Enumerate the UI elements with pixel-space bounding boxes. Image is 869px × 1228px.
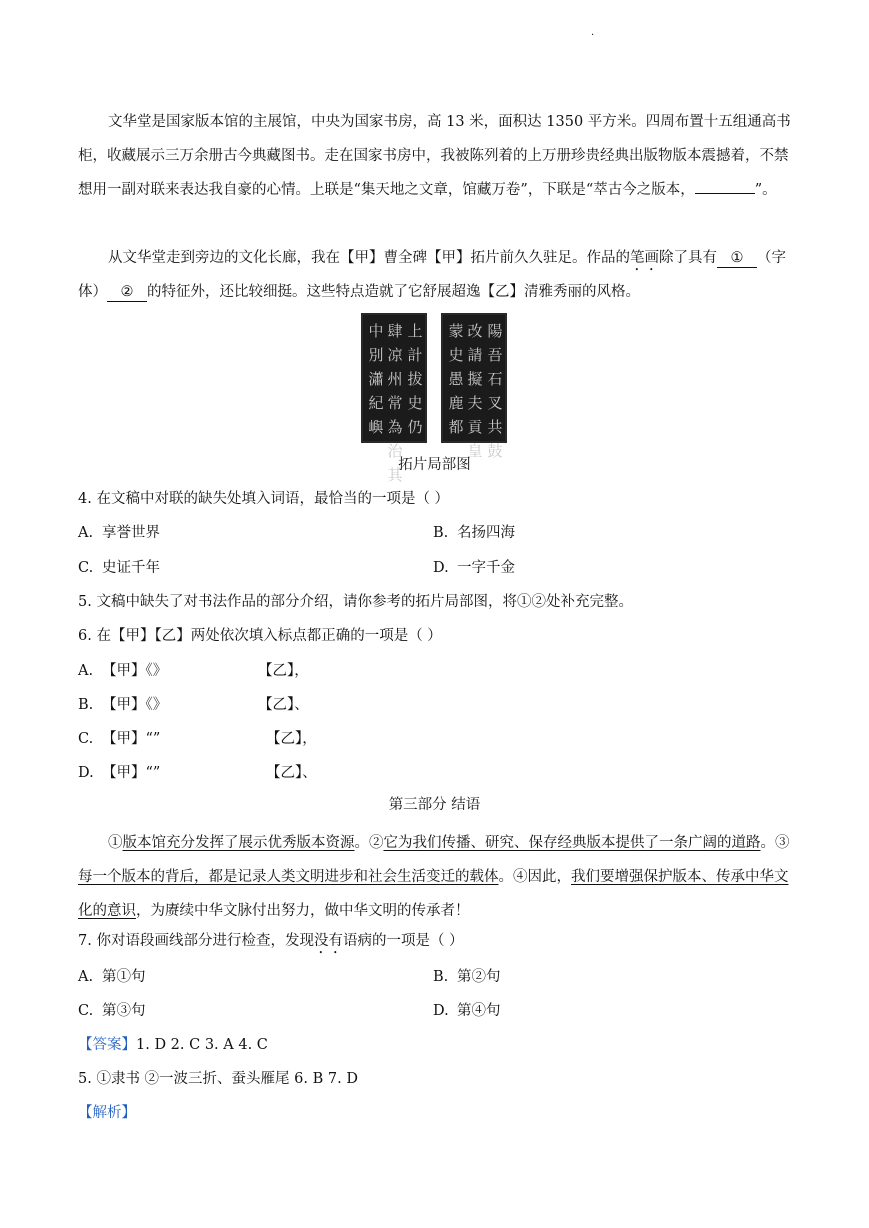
p2-text-d: 的特征外，还比较细挺。这些特点造就了它舒展超逸【乙】清雅秀丽的风格。 [147,284,640,300]
rubbing-right-col1: 蒙史愚鹿都 [448,322,464,436]
underlined-sentence-2: 它为我们传播、研究、保存经典版本提供了一条广阔的道路 [383,835,761,851]
p2-text-c: （字体） [78,250,786,300]
question-6-stem: 6. 在【甲】【乙】两处依次填入标点都正确的一项是（ ） [78,628,442,644]
q7-option-a[interactable]: A. 第①句 [78,969,146,985]
paragraph-calligraphy [78,241,792,309]
rubbing-right-col3: 陽吾石叉共鼓 [487,322,503,460]
image-caption: 拓片局部图 [398,457,471,473]
answer-line-2: 5. ①隶书 ②一波三折、蚕头雁尾 6. B 7. D [78,1071,358,1087]
answer-line-1: 【答案】1. D 2. C 3. A 4. C [78,1037,268,1053]
couplet-blank [695,193,755,194]
q6-option-c[interactable]: C. 【甲】“” 【乙】， [78,731,317,747]
q4-option-a[interactable]: A. 享誉世界 [78,525,160,541]
blank-2: ② [107,283,147,302]
p2-dotted-word: 笔画 [630,250,659,266]
rubbing-left-col1: 中別瀟紀嶼 [368,322,384,436]
q4-option-d[interactable]: D. 一字千金 [433,560,515,576]
paragraph-text: 文华堂是国家版本馆的主展馆，中央为国家书房，高 13 米，面积达 1350 平方米。四周布置十五组通高书柜，收藏展示三万余册古今典藏图书。走在国家书房中，我被陈列着的上万册珍贵经典出版物版本震撼着，不禁想用一副对联来表达我自豪的心情。上联是“集天地之文章，馆藏万卷”，下联是“萃古今之版本， [78,114,791,198]
rubbing-image-right [441,313,507,460]
analysis-tag: 【解析】 [78,1105,136,1121]
rubbing-left-col3: 上計拔史仍 [407,322,423,436]
q7-option-d[interactable]: D. 第④句 [433,1003,501,1019]
q4-option-c[interactable]: C. 史证千年 [78,560,160,576]
question-5-stem: 5. 文稿中缺失了对书法作品的部分介绍，请你参考的拓片局部图，将①②处补充完整。 [78,594,633,610]
q6-option-a[interactable]: A. 【甲】《》 【乙】， [78,663,309,679]
rubbing-right-col2: 改請擬夫貢皇 [467,322,483,460]
paragraph-end: ”。 [754,182,777,198]
underlined-sentence-1: 版本馆充分发挥了展示优秀版本资源 [122,835,355,851]
underlined-sentence-3: 每一个版本的背后，都是记录人类文明进步和社会生活变迁的载体 [78,869,499,885]
q4-option-b[interactable]: B. 名扬四海 [433,525,515,541]
q6-option-b[interactable]: B. 【甲】《》 【乙】、 [78,697,309,713]
p2-text-a: 从文华堂走到旁边的文化长廊，我在【甲】曹全碑【甲】拓片前久久驻足。作品的 [108,250,630,266]
top-mark: · [591,30,595,41]
q7-option-c[interactable]: C. 第③句 [78,1003,146,1019]
question-4-stem: 4. 在文稿中对联的缺失处填入词语，最恰当的一项是（ ） [78,491,450,507]
paragraph-conclusion: ①版本馆充分发挥了展示优秀版本资源。②它为我们传播、研究、保存经典版本提供了一条广阔的道路。③每一个版本的背后，都是记录人类文明进步和社会生活变迁的载体。④因此，我们要增强保护版本、传承中华文化的意识，为赓续中华文脉付出努力，做中华文明的传承者！ [78,835,790,919]
blank-1: ① [717,249,757,268]
p2-text-b: 除了具有 [659,250,717,266]
question-7-stem: 7. 你对语段画线部分进行检查，发现没有语病的一项是（ ） [78,933,464,949]
paragraph-wenhuatang [78,105,792,207]
answer-tag: 【答案】 [78,1037,136,1053]
rubbing-image-left [361,313,427,484]
q6-option-d[interactable]: D. 【甲】“” 【乙】、 [78,765,317,781]
section-title: 第三部分 结语 [388,797,481,813]
rubbing-left-col2: 肆凉州常為治其 [387,322,403,484]
underlined-sentence-4: 我们要增强保护版本、传承中华文化的意识 [78,869,789,919]
q7-option-b[interactable]: B. 第②句 [433,969,501,985]
